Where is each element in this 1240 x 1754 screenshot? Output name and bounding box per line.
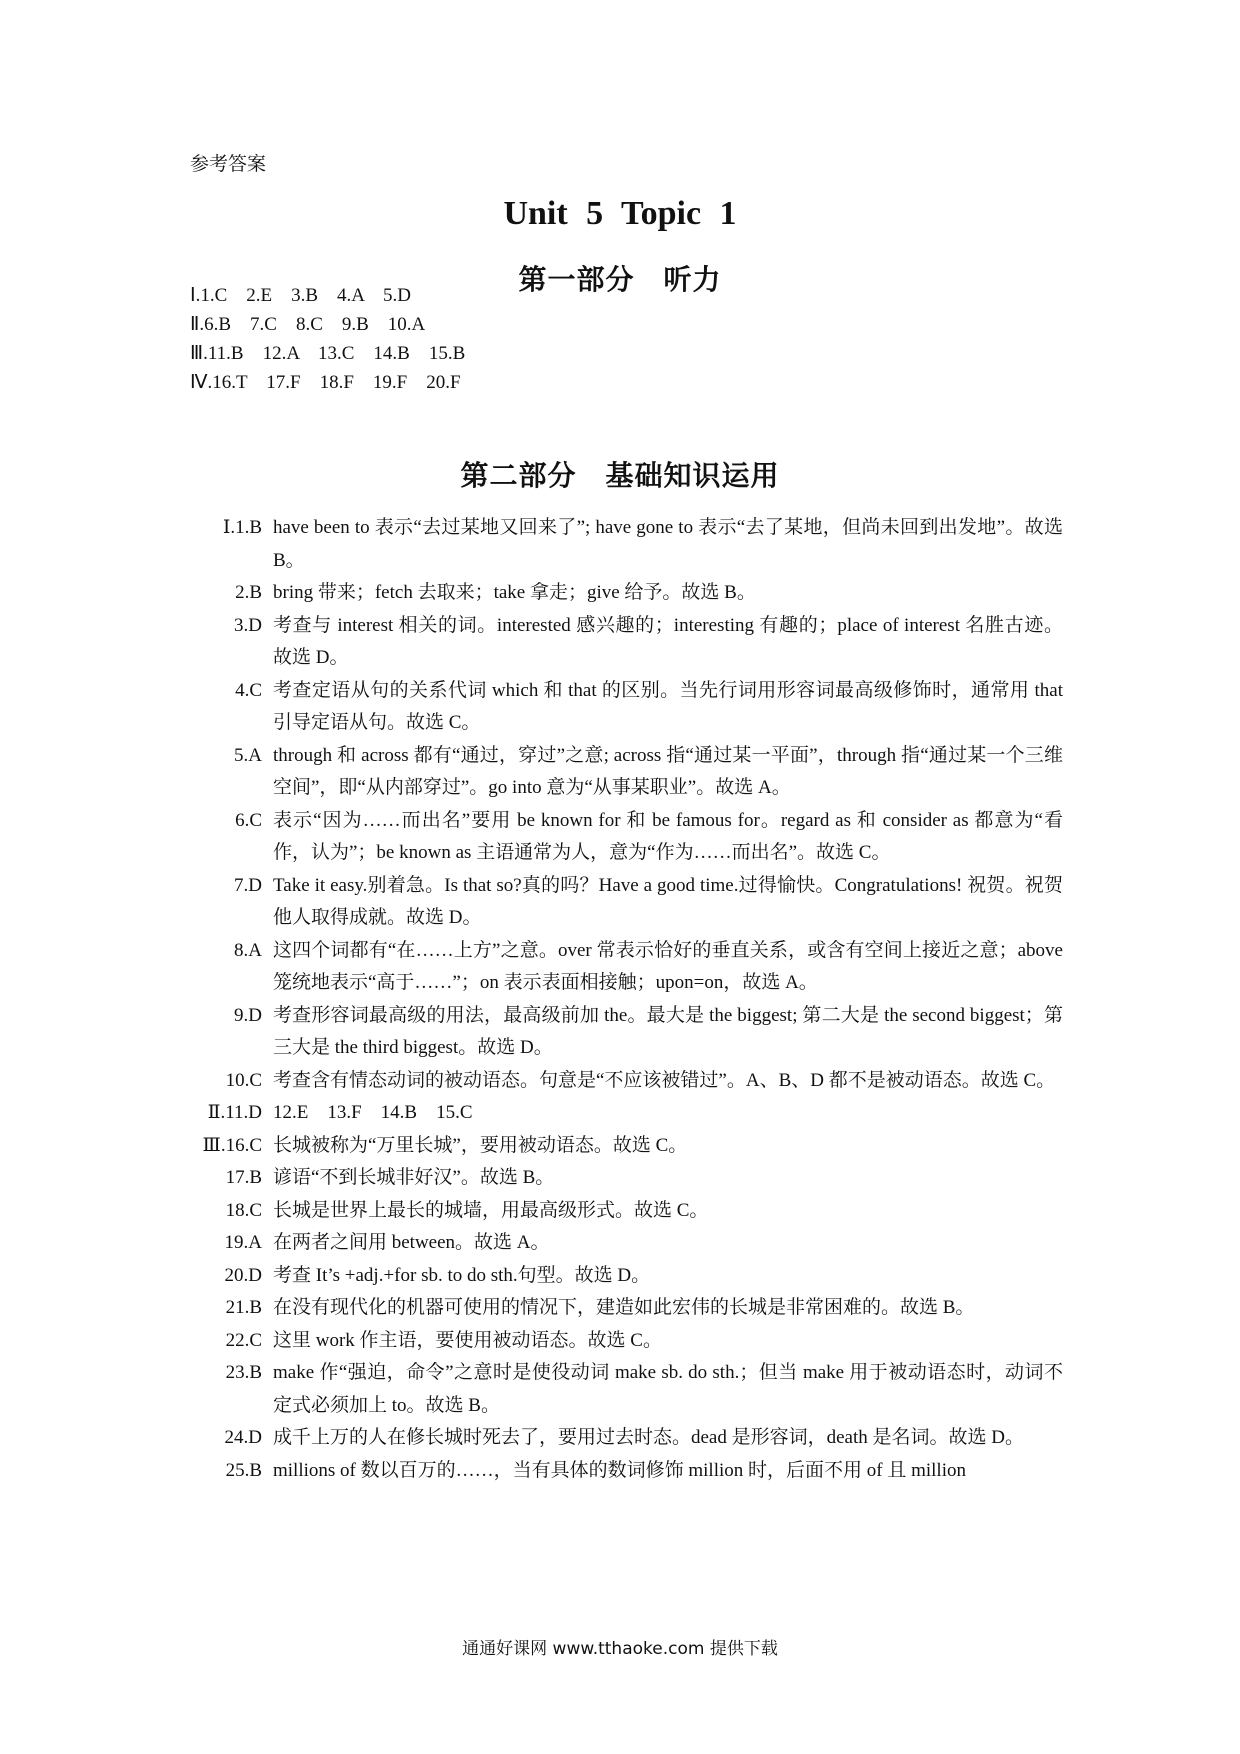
explanation-item: [0, 610, 1240, 675]
item-number: Ⅰ.1.B: [222, 517, 262, 538]
listening-answers-row: Ⅲ.11.B 12.A 13.C 14.B 15.B: [190, 343, 466, 364]
explanation-item: [0, 1000, 1240, 1065]
item-number: 18.C: [225, 1199, 262, 1221]
item-text: 考查定语从句的关系代词 which 和 that 的区别。当先行词用形容词最高级修饰时，通常用 that 引导定语从句。故选 C。: [273, 679, 1063, 733]
item-number: 9.D: [234, 1004, 262, 1026]
unit-title: Unit 5 Topic 1: [503, 195, 737, 232]
listening-answers-row: Ⅱ.6.B 7.C 8.C 9.B 10.A: [190, 314, 426, 335]
explanation-item: [0, 805, 1240, 870]
explanation-item: [0, 1162, 1240, 1195]
item-text: 在没有现代化的机器可使用的情况下，建造如此宏伟的长城是非常困难的。故选 B。: [273, 1297, 975, 1318]
item-text: through 和 across 都有“通过，穿过”之意; across 指“通过某一平面”，through 指“通过某一个三维空间”，即“从内部穿过”。go into 意为“从事某职业”。故选 A。: [273, 744, 1063, 798]
listening-answers-row: Ⅳ.16.T 17.F 18.F 19.F 20.F: [190, 372, 461, 393]
item-text: 考查含有情态动词的被动语态。句意是“不应该被错过”。A、B、D 都不是被动语态。故选 C。: [273, 1069, 1056, 1091]
explanation-item: [0, 740, 1240, 805]
item-number: 23.B: [225, 1362, 262, 1383]
listening-answers-row: Ⅰ.1.C 2.E 3.B 4.A 5.D: [190, 285, 411, 306]
item-number: 6.C: [235, 809, 262, 831]
item-number: 10.C: [225, 1069, 262, 1091]
explanation-item: [0, 577, 1240, 610]
item-text: 成千上万的人在修长城时死去了，要用过去时态。dead 是形容词，death 是名词。故选 D。: [273, 1427, 1024, 1448]
item-number: 20.D: [224, 1264, 262, 1286]
explanation-item: [0, 1357, 1240, 1422]
item-number: 24.D: [224, 1427, 262, 1448]
item-text: 这里 work 作主语，要使用被动语态。故选 C。: [273, 1329, 662, 1351]
item-text: 考查与 interest 相关的词。interested 感兴趣的；interesting 有趣的；place of interest 名胜古迹。故选 D。: [273, 614, 1063, 668]
item-number: 25.B: [225, 1459, 262, 1481]
item-number: 22.C: [225, 1329, 262, 1351]
explanation-item: [0, 1130, 1240, 1163]
item-text: 表示“因为……而出名”要用 be known for 和 be famous for。regard as 和 consider as 都意为“看作，认为”；be known as 主语通常为人，意为“作为……而出名”。故选 C。: [273, 809, 1063, 863]
item-text: 在两者之间用 between。故选 A。: [273, 1232, 550, 1253]
item-number: 7.D: [234, 874, 262, 896]
explanation-item: [0, 1325, 1240, 1358]
item-text: Take it easy.别着急。Is that so?真的吗？Have a good time.过得愉快。Congratulations! 祝贺。祝贺他人取得成就。故选 D。: [273, 874, 1063, 928]
item-number: 4.C: [235, 679, 262, 701]
explanation-list: [0, 512, 1240, 1487]
item-number: 17.B: [225, 1167, 262, 1188]
item-number: 2.B: [235, 582, 262, 603]
item-text: 长城被称为“万里长城”，要用被动语态。故选 C。: [273, 1134, 688, 1156]
item-number: 19.A: [224, 1232, 262, 1253]
item-number: 3.D: [234, 614, 262, 636]
section2-title: 第二部分 基础知识运用: [460, 459, 780, 492]
explanation-item: [0, 1227, 1240, 1260]
header-note: 参考答案: [190, 153, 267, 175]
item-text: 考查形容词最高级的用法，最高级前加 the。最大是 the biggest; 第二大是 the second biggest；第三大是 the third biggest。故选 D。: [273, 1004, 1063, 1058]
item-number: 21.B: [225, 1297, 262, 1318]
explanation-item: [0, 675, 1240, 740]
item-text: 谚语“不到长城非好汉”。故选 B。: [273, 1167, 555, 1188]
item-number: Ⅱ.11.D: [207, 1102, 262, 1123]
section1-title: 第一部分 听力: [518, 263, 722, 296]
explanation-item: [0, 1195, 1240, 1228]
explanation-item: [0, 1065, 1240, 1098]
item-text: 这四个词都有“在……上方”之意。over 常表示恰好的垂直关系，或含有空间上接近之意；above 笼统地表示“高于……”；on 表示表面相接触；upon=on，故选 A。: [273, 939, 1063, 993]
explanation-item: [0, 1292, 1240, 1325]
footer-source-note: 通通好课网 www.tthaoke.com 提供下载: [462, 1639, 778, 1659]
item-text: make 作“强迫，命令”之意时是使役动词 make sb. do sth.；但当 make 用于被动语态时，动词不定式必须加上 to。故选 B。: [273, 1362, 1063, 1416]
explanation-item: [0, 1455, 1240, 1488]
item-text: 考查 It’s +adj.+for sb. to do sth.句型。故选 D。: [273, 1264, 651, 1286]
item-text: 长城是世界上最长的城墙，用最高级形式。故选 C。: [273, 1199, 709, 1221]
item-text: have been to 表示“去过某地又回来了”; have gone to 表示“去了某地，但尚未回到出发地”。故选 B。: [273, 517, 1063, 571]
item-text: millions of 数以百万的……，当有具体的数词修饰 million 时，后面不用 of 且 million: [273, 1459, 966, 1481]
explanation-item: [0, 870, 1240, 935]
explanation-item: [0, 1260, 1240, 1293]
explanation-item: [0, 1097, 1240, 1130]
explanation-item: [0, 512, 1240, 577]
item-text: bring 带来；fetch 去取来；take 拿走；give 给予。故选 B。: [273, 582, 756, 603]
item-text: 12.E 13.F 14.B 15.C: [273, 1102, 473, 1123]
item-number: 5.A: [234, 744, 262, 766]
item-number: Ⅲ.16.C: [202, 1134, 262, 1156]
explanation-item: [0, 1422, 1240, 1455]
item-number: 8.A: [234, 939, 262, 961]
explanation-item: [0, 935, 1240, 1000]
